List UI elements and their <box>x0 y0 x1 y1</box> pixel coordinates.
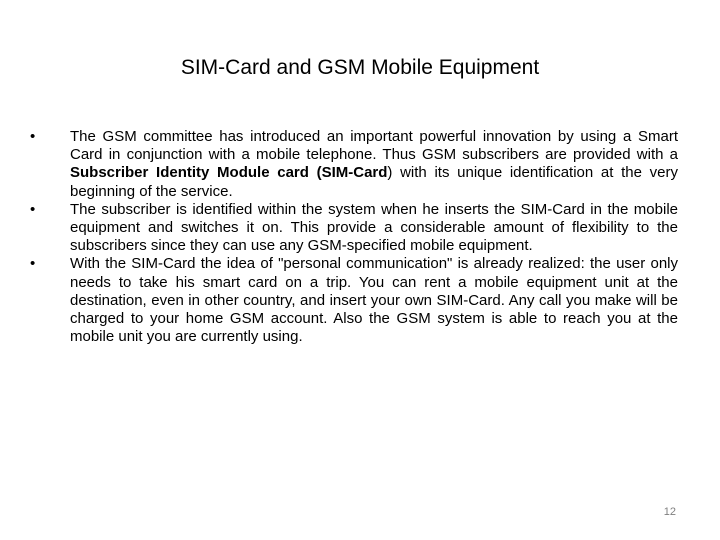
slide-title: SIM-Card and GSM Mobile Equipment <box>180 56 540 79</box>
bullet-item-smart-card <box>30 128 678 201</box>
bullet-item-personal-communication <box>30 255 678 346</box>
bullet-text-identification: The subscriber is identified within the system when he inserts the SIM-Card in the mobile equipment and switches it on. This provide a considerable amount of flexibility to the subscribers since they can use any GSM-specified mobile equipment. <box>70 200 678 255</box>
bullet-text-intro: The GSM committee has introduced an important powerful innovation by using a Smart Card in conjunction with a mobile telephone. Thus GSM subscribers are provided with a <box>70 128 678 164</box>
bullet-text-sim-term: Subscriber Identity Module card (SIM-Card <box>70 164 388 182</box>
bullet-dot-icon: • <box>30 200 36 218</box>
bullet-text-personal-communication: With the SIM-Card the idea of "personal communication" is already realized: the user only needs to take his smart card on a trip. You can rent a mobile equipment unit at the destination, even in other country, and insert your own SIM-Card. Any call you make will be charged to your home GSM account. Also the GSM system is able to reach you at the mobile unit you are currently using. <box>70 255 678 346</box>
page-number: 12 <box>663 506 676 518</box>
bullet-list <box>30 128 678 346</box>
bullet-dot-icon: • <box>30 255 36 273</box>
bullet-text-intro-end: ) with its unique identification at the very beginning of the service. <box>70 164 678 200</box>
bullet-dot-icon: • <box>30 128 36 145</box>
bullet-item-identification <box>30 201 678 256</box>
